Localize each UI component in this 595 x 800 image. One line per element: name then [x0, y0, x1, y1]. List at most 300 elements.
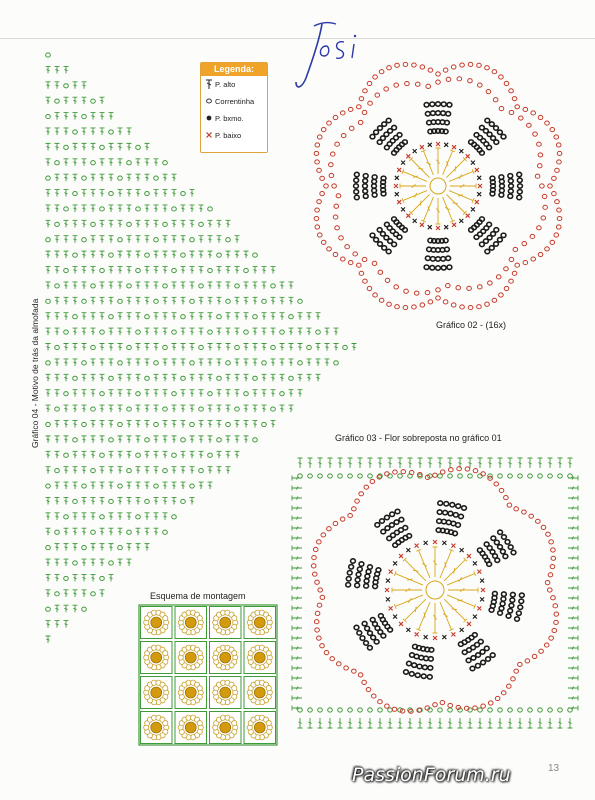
- treble-stitch: [518, 458, 523, 468]
- treble-stitch: [136, 497, 141, 504]
- chain-stitch: [73, 191, 78, 195]
- bobble-stitch: [490, 653, 495, 657]
- bobble-stitch: [437, 510, 442, 514]
- treble-stitch: [46, 590, 51, 597]
- chain-stitch: [473, 706, 478, 710]
- treble-stitch: [568, 656, 578, 661]
- bobble-stitch: [360, 636, 365, 640]
- chain-stitch: [554, 233, 559, 237]
- treble-stitch: [208, 436, 213, 443]
- treble-stitch: [100, 590, 105, 597]
- chain-stitch: [73, 438, 78, 442]
- treble-stitch: [199, 420, 204, 427]
- bobble-stitch: [443, 510, 448, 514]
- treble-stitch: [468, 718, 473, 728]
- chain-stitch: [392, 707, 397, 711]
- treble-stitch: [109, 267, 114, 274]
- chain-stitch: [109, 315, 114, 319]
- treble-stitch: [368, 458, 373, 468]
- chain-stitch: [46, 299, 51, 303]
- treble-stitch: [298, 390, 303, 397]
- treble-stitch: [73, 420, 78, 427]
- chain-stitch: [541, 216, 546, 220]
- chain-stitch: [529, 514, 534, 518]
- bobble-stitch: [475, 663, 480, 667]
- treble-stitch: [199, 390, 204, 397]
- treble-stitch: [127, 482, 132, 489]
- bobble-stitch: [357, 567, 362, 571]
- legend-item-slip: P. bxmo.: [201, 110, 267, 127]
- treble-stitch: [46, 436, 51, 443]
- treble-stitch: [235, 374, 240, 381]
- chain-stitch: [448, 708, 453, 712]
- treble-stitch: [298, 374, 303, 381]
- chain-stitch: [420, 65, 425, 69]
- treble-stitch: [226, 405, 231, 412]
- chain-stitch: [163, 407, 168, 411]
- treble-stitch: [568, 666, 578, 671]
- bobble-stitch: [359, 562, 364, 566]
- chain-stitch: [507, 684, 512, 688]
- chain-stitch: [477, 305, 482, 309]
- chain-stitch: [385, 704, 390, 708]
- treble-stitch: [172, 497, 177, 504]
- treble-stitch: [55, 436, 60, 443]
- chain-stitch: [314, 151, 319, 155]
- treble-stitch: [73, 282, 78, 289]
- chain-stitch: [536, 519, 541, 523]
- chain-stitch: [387, 66, 392, 70]
- bobble-stitch: [498, 545, 503, 549]
- chain-stitch: [64, 515, 69, 519]
- flower-petal: [266, 686, 271, 691]
- treble-stitch: [82, 128, 87, 135]
- chain-stitch: [449, 468, 454, 472]
- bobble-stitch: [509, 603, 514, 607]
- bobble-stitch: [517, 178, 522, 182]
- bobble-stitch: [497, 238, 502, 242]
- chain-stitch: [318, 588, 323, 592]
- bobble-stitch: [368, 631, 373, 635]
- chain-stitch: [518, 708, 523, 712]
- treble-stitch: [558, 458, 563, 468]
- chain-stitch: [412, 63, 417, 67]
- treble-stitch: [91, 251, 96, 258]
- chain-stitch: [372, 261, 377, 265]
- treble-stitch: [109, 544, 114, 551]
- chain-stitch: [485, 66, 490, 70]
- treble-stitch: [307, 374, 312, 381]
- treble-stitch: [436, 148, 441, 174]
- treble-stitch: [292, 656, 302, 661]
- single-crochet: [452, 223, 456, 227]
- single-crochet: [413, 149, 417, 153]
- treble-stitch: [154, 159, 159, 166]
- single-crochet: [436, 226, 440, 230]
- treble-stitch: [440, 150, 455, 176]
- treble-stitch: [64, 374, 69, 381]
- treble-stitch: [163, 328, 168, 335]
- chain-stitch: [504, 267, 509, 271]
- chain-stitch: [118, 484, 123, 488]
- treble-stitch: [154, 528, 159, 535]
- chain-stitch: [370, 479, 375, 483]
- chain-stitch: [515, 105, 520, 109]
- chain-stitch: [486, 90, 491, 94]
- chain-stitch: [118, 299, 123, 303]
- treble-stitch: [442, 597, 467, 622]
- chain-stitch: [438, 474, 443, 478]
- treble-stitch: [244, 374, 249, 381]
- treble-stitch: [498, 718, 503, 728]
- treble-stitch: [55, 374, 60, 381]
- chain-stitch: [73, 376, 78, 380]
- treble-stitch: [91, 297, 96, 304]
- treble-stitch: [388, 718, 393, 728]
- chain-stitch: [154, 484, 159, 488]
- treble-stitch: [226, 451, 231, 458]
- treble-stitch: [348, 458, 353, 468]
- treble-stitch: [280, 282, 285, 289]
- chain-stitch: [100, 145, 105, 149]
- treble-stitch: [163, 297, 168, 304]
- treble-stitch: [292, 596, 302, 601]
- chain-stitch: [253, 253, 258, 257]
- chain-stitch: [531, 111, 536, 115]
- single-crochet: [399, 554, 403, 558]
- chain-stitch: [226, 299, 231, 303]
- chain-stitch: [100, 453, 105, 457]
- chain-stitch: [190, 361, 195, 365]
- bobble-stitch: [354, 195, 359, 199]
- chain-stitch: [509, 257, 514, 261]
- treble-stitch: [428, 458, 433, 468]
- treble-stitch: [328, 458, 333, 468]
- single-crochet: [386, 597, 390, 601]
- chain-stitch: [318, 474, 323, 478]
- chain-stitch: [199, 345, 204, 349]
- bobble-stitch: [378, 614, 383, 618]
- chain-stitch: [387, 302, 392, 306]
- bobble-stitch: [480, 151, 485, 155]
- treble-stitch: [181, 282, 186, 289]
- chain-stitch: [55, 161, 60, 165]
- treble-stitch: [64, 113, 69, 120]
- chain-stitch: [109, 499, 114, 503]
- treble-stitch: [127, 513, 132, 520]
- single-crochet: [395, 176, 399, 180]
- treble-stitch: [100, 97, 105, 104]
- treble-stitch: [235, 251, 240, 258]
- treble-stitch: [409, 157, 431, 179]
- chain-stitch: [145, 376, 150, 380]
- chain-stitch: [555, 200, 560, 204]
- treble-stitch: [163, 359, 168, 366]
- chain-stitch: [127, 161, 132, 165]
- chain-stitch: [262, 361, 267, 365]
- treble-stitch: [154, 313, 159, 320]
- treble-stitch: [46, 451, 51, 458]
- chain-stitch: [557, 216, 562, 220]
- treble-stitch: [64, 467, 69, 474]
- chain-stitch: [73, 561, 78, 565]
- treble-stitch: [172, 344, 177, 351]
- treble-stitch: [568, 516, 578, 521]
- bobble-stitch: [517, 195, 522, 199]
- chain-stitch: [395, 63, 400, 67]
- single-crochet: [477, 192, 481, 196]
- chain-stitch: [118, 546, 123, 550]
- chain-stitch: [393, 470, 398, 474]
- treble-stitch: [109, 390, 114, 397]
- treble-stitch: [46, 513, 51, 520]
- bobble-stitch: [508, 545, 513, 549]
- chain-stitch: [181, 499, 186, 503]
- bobble-stitch: [364, 579, 369, 583]
- treble-stitch: [307, 328, 312, 335]
- treble-stitch: [109, 159, 114, 166]
- treble-stitch: [118, 451, 123, 458]
- chain-stitch: [525, 659, 530, 663]
- treble-stitch: [292, 566, 302, 571]
- chain-stitch: [127, 530, 132, 534]
- single-crochet: [442, 635, 446, 639]
- single-crochet: [420, 223, 424, 227]
- bobble-stitch: [364, 584, 369, 588]
- treble-stitch: [91, 267, 96, 274]
- treble-stitch: [91, 544, 96, 551]
- chain-stitch: [314, 216, 319, 220]
- treble-stitch: [109, 405, 114, 412]
- treble-stitch: [127, 559, 132, 566]
- chain-stitch: [344, 666, 349, 670]
- chain-stitch: [504, 81, 509, 85]
- treble-stitch: [244, 359, 249, 366]
- chain-stitch: [208, 207, 213, 211]
- treble-stitch: [109, 451, 114, 458]
- chain-stitch: [508, 708, 513, 712]
- chain-stitch: [181, 191, 186, 195]
- treble-stitch: [318, 718, 323, 728]
- treble-stitch: [46, 621, 51, 628]
- flower-petal: [197, 721, 202, 726]
- treble-stitch: [409, 193, 431, 215]
- treble-stitch: [217, 297, 222, 304]
- treble-stitch: [262, 405, 267, 412]
- caption-chart-02: Gráfico 02 - (16x): [436, 320, 507, 330]
- chain-stitch: [538, 153, 543, 157]
- treble-stitch: [418, 718, 423, 728]
- chain-stitch: [262, 422, 267, 426]
- chain-stitch: [495, 696, 500, 700]
- chain-stitch: [554, 612, 559, 616]
- bobble-stitch: [519, 593, 524, 597]
- treble-stitch: [172, 282, 177, 289]
- treble-stitch: [46, 467, 51, 474]
- chain-stitch: [504, 286, 509, 290]
- chart-03-square-motif: [290, 448, 580, 733]
- chain-stitch: [440, 701, 445, 705]
- treble-stitch: [172, 374, 177, 381]
- treble-stitch: [118, 344, 123, 351]
- chain-stitch: [558, 474, 563, 478]
- flower-petal: [197, 616, 202, 621]
- chain-stitch: [552, 191, 557, 195]
- treble-stitch: [136, 528, 141, 535]
- treble-stitch: [46, 344, 51, 351]
- treble-stitch: [82, 390, 87, 397]
- single-crochet: [477, 570, 481, 574]
- chain-stitch: [82, 299, 87, 303]
- chain-stitch: [362, 110, 367, 114]
- bobble-stitch: [443, 129, 448, 133]
- bobble-stitch: [444, 502, 449, 506]
- bobble-stitch: [363, 184, 368, 188]
- treble-stitch: [73, 390, 78, 397]
- chain-stitch: [324, 651, 329, 655]
- treble-stitch: [292, 556, 302, 561]
- chain-stitch: [91, 222, 96, 226]
- flower-center: [220, 617, 231, 628]
- treble-stitch: [100, 374, 105, 381]
- bobble-stitch: [510, 598, 515, 602]
- treble-stitch: [280, 359, 285, 366]
- chain-stitch: [317, 540, 322, 544]
- chain-stitch: [100, 207, 105, 211]
- treble-stitch: [46, 97, 51, 104]
- treble-stitch: [163, 190, 168, 197]
- chain-stitch: [226, 422, 231, 426]
- bobble-stitch: [436, 266, 441, 270]
- treble-stitch: [73, 297, 78, 304]
- treble-stitch: [235, 390, 240, 397]
- treble-stitch: [145, 205, 150, 212]
- chain-stitch: [127, 284, 132, 288]
- single-crochet: [420, 145, 424, 149]
- treble-stitch: [528, 718, 533, 728]
- chain-stitch: [226, 238, 231, 242]
- treble-stitch: [64, 282, 69, 289]
- treble-stitch: [253, 328, 258, 335]
- treble-stitch: [289, 282, 294, 289]
- treble-stitch: [46, 143, 51, 150]
- treble-stitch: [91, 313, 96, 320]
- chain-stitch: [473, 469, 478, 473]
- bobble-stitch: [355, 583, 360, 587]
- treble-stitch: [244, 344, 249, 351]
- treble-stitch: [109, 328, 114, 335]
- chain-stitch: [321, 240, 326, 244]
- bobble-stitch: [494, 540, 499, 544]
- treble-stitch: [235, 313, 240, 320]
- treble-stitch: [73, 236, 78, 243]
- treble-stitch: [262, 374, 267, 381]
- treble-stitch: [163, 374, 168, 381]
- bobble-stitch: [403, 140, 408, 144]
- chain-stitch: [511, 677, 516, 681]
- treble-stitch: [190, 344, 195, 351]
- chain-stitch: [340, 257, 345, 261]
- treble-stitch: [154, 205, 159, 212]
- treble-stitch: [217, 220, 222, 227]
- chain-stitch: [64, 207, 69, 211]
- watermark: PassionForum.ru: [352, 764, 511, 786]
- chain-stitch: [338, 474, 343, 478]
- treble-stitch: [190, 328, 195, 335]
- chain-stitch: [145, 191, 150, 195]
- chain-stitch: [315, 611, 320, 615]
- chain-stitch: [512, 97, 517, 101]
- chain-stitch: [46, 114, 51, 118]
- treble-stitch: [528, 458, 533, 468]
- treble-stitch: [118, 528, 123, 535]
- treble-stitch: [253, 282, 258, 289]
- bobble-stitch: [390, 512, 395, 516]
- single-crochet: [451, 632, 455, 636]
- chain-stitch: [253, 438, 258, 442]
- treble-stitch: [244, 436, 249, 443]
- treble-stitch: [46, 128, 51, 135]
- treble-stitch: [292, 526, 302, 531]
- treble-stitch: [292, 486, 302, 491]
- bobble-stitch: [436, 102, 441, 106]
- treble-stitch: [154, 267, 159, 274]
- treble-stitch: [208, 344, 213, 351]
- bobble-stitch: [354, 172, 359, 176]
- bobble-stitch: [502, 535, 507, 539]
- flower-center: [185, 687, 196, 698]
- chain-stitch: [336, 194, 341, 198]
- chain-stitch: [46, 484, 51, 488]
- treble-stitch: [292, 706, 302, 711]
- treble-stitch: [199, 359, 204, 366]
- chain-stitch: [385, 278, 390, 282]
- chain-stitch: [333, 215, 338, 219]
- chain-stitch: [315, 208, 320, 212]
- chain-stitch: [308, 708, 313, 712]
- chain-stitch: [55, 222, 60, 226]
- treble-stitch: [82, 497, 87, 504]
- chain-stitch: [317, 603, 322, 607]
- treble-stitch: [442, 558, 467, 583]
- bobble-stitch: [409, 672, 414, 676]
- single-crochet: [459, 149, 463, 153]
- bobble-stitch: [508, 189, 513, 193]
- treble-stitch: [136, 190, 141, 197]
- chain-stitch: [73, 130, 78, 134]
- bobble-stitch: [508, 194, 513, 198]
- treble-stitch: [64, 544, 69, 551]
- bobble-stitch: [355, 578, 360, 582]
- single-crochet: [477, 176, 481, 180]
- treble-stitch: [91, 497, 96, 504]
- bobble-stitch: [399, 517, 404, 521]
- treble-stitch: [448, 588, 478, 593]
- treble-stitch: [271, 267, 276, 274]
- assembly-grid: [138, 604, 278, 746]
- chain-stitch: [358, 474, 363, 478]
- bobble-stitch: [428, 238, 433, 242]
- bobble-stitch: [392, 217, 397, 221]
- bobble-stitch: [385, 515, 390, 519]
- flower-center: [185, 652, 196, 663]
- treble-stitch: [226, 390, 231, 397]
- single-crochet: [466, 214, 470, 218]
- bobble-stitch: [382, 122, 387, 126]
- treble-stitch: [82, 405, 87, 412]
- bobble-stitch: [413, 644, 418, 648]
- chain-stitch: [412, 305, 417, 309]
